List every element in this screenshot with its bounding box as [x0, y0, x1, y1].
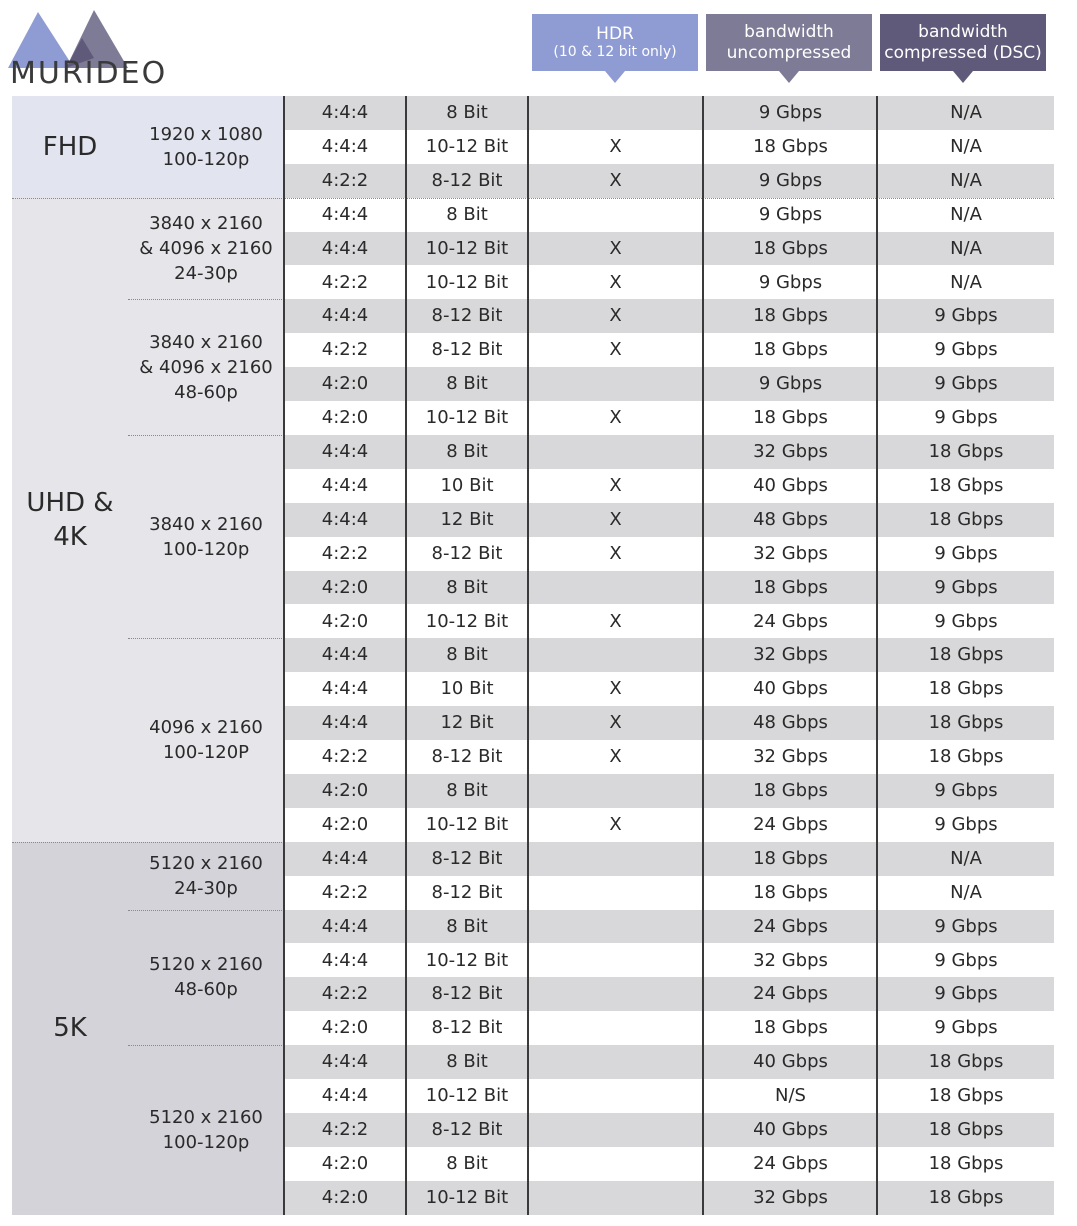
bit-depth-cell: 8 Bit: [446, 203, 488, 225]
hdr-cell: X: [609, 135, 622, 157]
chroma-cell: 4:4:4: [321, 237, 369, 259]
table-row: [284, 130, 1054, 164]
hdr-cell: [528, 435, 703, 469]
bandwidth-uncompressed-cell: 18 Gbps: [753, 237, 828, 259]
table-row: [284, 1045, 1054, 1079]
bandwidth-compressed-cell: 18 Gbps: [928, 678, 1004, 700]
chroma-cell: 4:2:2: [321, 881, 369, 903]
hdr-cell: [528, 96, 703, 130]
table-row: [284, 401, 1054, 435]
table-row: [284, 333, 1054, 367]
resolution-line: 48-60p: [174, 979, 238, 1001]
table-row: [284, 435, 1054, 469]
table-row: [284, 842, 1054, 876]
bit-depth-cell: 12 Bit: [440, 712, 494, 734]
bandwidth-uncompressed-cell: 18 Gbps: [753, 1017, 828, 1039]
resolution-line: 48-60p: [174, 381, 238, 403]
resolution-line: & 4096 x 2160: [139, 356, 273, 378]
chroma-cell: 4:4:4: [321, 1051, 369, 1073]
bandwidth-compressed-cell: 9 Gbps: [934, 576, 998, 598]
chroma-cell: 4:2:0: [321, 610, 369, 632]
bit-depth-cell: 8 Bit: [446, 576, 488, 598]
bandwidth-uncompressed-cell: N/S: [775, 1085, 806, 1107]
column-divider: [283, 96, 285, 1215]
table-row: [284, 367, 1054, 401]
resolution-line: 1920 x 1080: [149, 123, 263, 145]
hdr-cell: [528, 1011, 703, 1045]
bandwidth-uncompressed-cell: 24 Gbps: [753, 813, 828, 835]
header-unc-line2: uncompressed: [726, 43, 852, 63]
resolution-label: [128, 952, 284, 1002]
header-hdr-subtitle: (10 & 12 bit only): [553, 44, 677, 60]
bit-depth-cell: 8-12 Bit: [431, 746, 503, 768]
bit-depth-cell: 8-12 Bit: [431, 881, 503, 903]
chroma-cell: 4:4:4: [321, 678, 369, 700]
bandwidth-uncompressed-cell: 24 Gbps: [753, 915, 828, 937]
table-row: [284, 808, 1054, 842]
bit-depth-cell: 8-12 Bit: [431, 339, 503, 361]
bit-depth-cell: 10-12 Bit: [425, 949, 509, 971]
bit-depth-cell: 12 Bit: [440, 508, 494, 530]
chroma-cell: 4:2:0: [321, 373, 369, 395]
chroma-cell: 4:2:0: [321, 780, 369, 801]
bit-depth-cell: 8 Bit: [446, 1152, 488, 1174]
table-row: [284, 198, 1054, 232]
chroma-cell: 4:4:4: [321, 644, 369, 666]
header-bandwidth-uncompressed: [706, 14, 872, 71]
bandwidth-compressed-cell: 18 Gbps: [928, 1051, 1004, 1073]
chroma-cell: 4:2:2: [321, 169, 369, 191]
bandwidth-compressed-cell: 9 Gbps: [934, 983, 998, 1005]
hdr-cell: [528, 1181, 703, 1215]
chroma-cell: 4:4:4: [321, 441, 369, 462]
header-dsc-line2: compressed (DSC): [884, 43, 1042, 63]
bit-depth-cell: 8-12 Bit: [431, 305, 503, 327]
bandwidth-compressed-cell: N/A: [950, 237, 982, 259]
resolution-line: 100-120p: [162, 148, 250, 170]
bit-depth-cell: 8 Bit: [446, 780, 488, 801]
resolution-line: & 4096 x 2160: [139, 238, 273, 260]
bandwidth-uncompressed-cell: 18 Gbps: [753, 305, 828, 327]
logo-text: MURIDEO: [10, 56, 168, 91]
resolution-label: [128, 211, 284, 286]
chroma-cell: 4:2:2: [321, 983, 369, 1005]
chroma-cell: 4:4:4: [321, 712, 369, 734]
chroma-cell: 4:2:0: [321, 1152, 369, 1174]
bandwidth-compressed-cell: 18 Gbps: [928, 441, 1004, 462]
category-label-line: 5K: [53, 1013, 87, 1044]
hdr-cell: [528, 774, 703, 808]
hdr-cell: [528, 1079, 703, 1113]
bandwidth-uncompressed-cell: 18 Gbps: [753, 407, 828, 429]
resolution-line: 24-30p: [174, 877, 238, 899]
chroma-cell: 4:4:4: [321, 102, 369, 123]
bandwidth-uncompressed-cell: 9 Gbps: [758, 102, 823, 123]
resolution-label: [128, 1105, 284, 1155]
bit-depth-cell: 10-12 Bit: [425, 1186, 509, 1208]
table-row: [284, 232, 1054, 266]
resolution-line: 100-120P: [162, 742, 250, 764]
bit-depth-cell: 8 Bit: [446, 441, 488, 462]
chroma-cell: 4:4:4: [321, 847, 369, 869]
bandwidth-compressed-cell: 18 Gbps: [928, 712, 1004, 734]
hdr-cell: [528, 842, 703, 876]
bandwidth-uncompressed-cell: 18 Gbps: [753, 847, 828, 869]
bandwidth-compressed-cell: 9 Gbps: [934, 305, 998, 327]
bandwidth-uncompressed-cell: 24 Gbps: [753, 610, 828, 632]
bit-depth-cell: 10 Bit: [440, 474, 494, 496]
resolution-line: 100-120p: [162, 538, 250, 560]
bit-depth-cell: 10-12 Bit: [425, 1085, 509, 1107]
bit-depth-cell: 8 Bit: [446, 1051, 488, 1073]
bandwidth-uncompressed-cell: 18 Gbps: [753, 881, 828, 903]
hdr-cell: X: [609, 813, 622, 835]
table-row: [284, 706, 1054, 740]
category-label-line: 4K: [53, 521, 87, 552]
bandwidth-compressed-cell: 18 Gbps: [928, 1119, 1004, 1140]
resolution-line: 5120 x 2160: [149, 1106, 263, 1128]
bandwidth-uncompressed-cell: 9 Gbps: [758, 169, 823, 191]
bandwidth-compressed-cell: 18 Gbps: [928, 1085, 1004, 1107]
chroma-cell: 4:4:4: [321, 203, 369, 225]
table-row: [284, 1113, 1054, 1147]
hdr-cell: X: [609, 508, 622, 530]
chroma-cell: 4:2:2: [321, 339, 369, 361]
resolution-line: 3840 x 2160: [149, 513, 263, 535]
chroma-cell: 4:4:4: [321, 1085, 369, 1107]
resolution-line: 3840 x 2160: [149, 213, 263, 235]
chroma-cell: 4:2:0: [321, 407, 369, 429]
resolution-label: [128, 851, 284, 901]
bandwidth-compressed-cell: 9 Gbps: [934, 339, 998, 361]
bandwidth-compressed-cell: 9 Gbps: [934, 610, 998, 632]
bandwidth-uncompressed-cell: 40 Gbps: [753, 474, 828, 496]
bandwidth-compressed-cell: 18 Gbps: [928, 508, 1004, 530]
bandwidth-table: [12, 96, 1054, 1215]
hdr-cell: [528, 977, 703, 1011]
bit-depth-cell: 10-12 Bit: [425, 813, 509, 835]
bandwidth-compressed-cell: 9 Gbps: [934, 915, 998, 937]
chroma-cell: 4:4:4: [321, 305, 369, 327]
bandwidth-compressed-cell: 9 Gbps: [934, 542, 998, 564]
resolution-line: 100-120p: [162, 1131, 250, 1153]
hdr-cell: X: [609, 271, 622, 293]
bandwidth-compressed-cell: 18 Gbps: [928, 1152, 1004, 1174]
hdr-cell: X: [609, 678, 622, 700]
hdr-cell: [528, 910, 703, 944]
column-divider: [702, 96, 704, 1215]
table-row: [284, 1147, 1054, 1181]
bit-depth-cell: 8-12 Bit: [431, 1119, 503, 1140]
bandwidth-compressed-cell: 9 Gbps: [934, 780, 998, 801]
bandwidth-compressed-cell: 9 Gbps: [934, 949, 998, 971]
hdr-cell: X: [609, 305, 622, 327]
chroma-cell: 4:2:2: [321, 746, 369, 768]
chroma-cell: 4:4:4: [321, 135, 369, 157]
bandwidth-uncompressed-cell: 24 Gbps: [753, 1152, 828, 1174]
table-row: [284, 537, 1054, 571]
bandwidth-uncompressed-cell: 32 Gbps: [753, 949, 828, 971]
header-bandwidth-compressed: [880, 14, 1046, 71]
bandwidth-uncompressed-cell: 32 Gbps: [753, 542, 828, 564]
bandwidth-uncompressed-cell: 9 Gbps: [758, 373, 823, 395]
bandwidth-compressed-cell: N/A: [950, 271, 982, 293]
header-dsc-line1: bandwidth: [918, 22, 1008, 42]
bit-depth-cell: 8-12 Bit: [431, 1017, 503, 1039]
bit-depth-cell: 8-12 Bit: [431, 169, 503, 191]
resolution-line: 5120 x 2160: [149, 852, 263, 874]
column-divider: [405, 96, 407, 1215]
hdr-cell: X: [609, 169, 622, 191]
resolution-label: [128, 330, 284, 405]
hdr-cell: [528, 1113, 703, 1147]
bit-depth-cell: 8-12 Bit: [431, 542, 503, 564]
bandwidth-uncompressed-cell: 40 Gbps: [753, 1051, 828, 1073]
hdr-cell: [528, 1045, 703, 1079]
bit-depth-cell: 8 Bit: [446, 644, 488, 666]
table-row: [284, 469, 1054, 503]
bandwidth-compressed-cell: N/A: [950, 102, 982, 123]
bandwidth-compressed-cell: N/A: [950, 169, 982, 191]
resolution-label: [128, 715, 284, 765]
bandwidth-uncompressed-cell: 9 Gbps: [758, 271, 823, 293]
hdr-cell: X: [609, 237, 622, 259]
bit-depth-cell: 8-12 Bit: [431, 983, 503, 1005]
category-label-line: FHD: [42, 131, 98, 162]
table-row: [284, 910, 1054, 944]
table-row: [284, 571, 1054, 605]
hdr-cell: X: [609, 610, 622, 632]
bit-depth-cell: 8 Bit: [446, 373, 488, 395]
hdr-cell: [528, 367, 703, 401]
category-label: [12, 130, 128, 164]
header-hdr-title: HDR: [596, 24, 634, 44]
bandwidth-uncompressed-cell: 18 Gbps: [753, 135, 828, 157]
bandwidth-compressed-cell: 18 Gbps: [928, 746, 1004, 768]
header-unc-line1: bandwidth: [744, 22, 834, 42]
bandwidth-compressed-cell: 18 Gbps: [928, 474, 1004, 496]
bit-depth-cell: 10-12 Bit: [425, 610, 509, 632]
bandwidth-uncompressed-cell: 32 Gbps: [753, 644, 828, 666]
table-row: [284, 944, 1054, 978]
bandwidth-compressed-cell: N/A: [950, 881, 982, 903]
bandwidth-uncompressed-cell: 40 Gbps: [753, 1119, 828, 1140]
bandwidth-compressed-cell: 9 Gbps: [934, 1017, 998, 1039]
chroma-cell: 4:4:4: [321, 474, 369, 496]
bandwidth-uncompressed-cell: 48 Gbps: [753, 712, 828, 734]
table-row: [284, 672, 1054, 706]
bandwidth-compressed-cell: 9 Gbps: [934, 407, 998, 429]
column-divider: [527, 96, 529, 1215]
column-divider: [876, 96, 878, 1215]
bandwidth-compressed-cell: N/A: [950, 847, 982, 869]
category-label: [12, 486, 128, 554]
bandwidth-uncompressed-cell: 18 Gbps: [753, 339, 828, 361]
hdr-cell: X: [609, 542, 622, 564]
bandwidth-uncompressed-cell: 24 Gbps: [753, 983, 828, 1005]
table-row: [284, 1079, 1054, 1113]
chroma-cell: 4:2:2: [321, 1119, 369, 1140]
hdr-cell: [528, 944, 703, 978]
table-row: [284, 299, 1054, 333]
hdr-cell: [528, 1147, 703, 1181]
table-row: [284, 605, 1054, 639]
logo: [8, 8, 168, 90]
table-row: [284, 503, 1054, 537]
bit-depth-cell: 10-12 Bit: [425, 135, 509, 157]
chroma-cell: 4:2:0: [321, 1186, 369, 1208]
chroma-cell: 4:2:0: [321, 813, 369, 835]
category-label-line: UHD &: [26, 487, 114, 518]
bit-depth-cell: 10 Bit: [440, 678, 494, 700]
table-row: [284, 1181, 1054, 1215]
hdr-cell: X: [609, 474, 622, 496]
bandwidth-uncompressed-cell: 18 Gbps: [753, 780, 828, 801]
bandwidth-uncompressed-cell: 9 Gbps: [758, 203, 823, 225]
table-row: [284, 740, 1054, 774]
bandwidth-compressed-cell: N/A: [950, 203, 982, 225]
resolution-label: [128, 512, 284, 562]
hdr-cell: X: [609, 712, 622, 734]
bandwidth-compressed-cell: 9 Gbps: [934, 373, 998, 395]
chroma-cell: 4:2:2: [321, 542, 369, 564]
hdr-cell: [528, 571, 703, 605]
table-row: [284, 774, 1054, 808]
bandwidth-uncompressed-cell: 40 Gbps: [753, 678, 828, 700]
chroma-cell: 4:2:0: [321, 1017, 369, 1039]
bandwidth-compressed-cell: 18 Gbps: [928, 1186, 1004, 1208]
table-row: [284, 1011, 1054, 1045]
table-row: [284, 876, 1054, 910]
table-row: [284, 266, 1054, 300]
category-label: [12, 1011, 128, 1045]
bit-depth-cell: 8 Bit: [446, 915, 488, 937]
hdr-cell: [528, 198, 703, 232]
table-row: [284, 977, 1054, 1011]
bandwidth-uncompressed-cell: 32 Gbps: [753, 441, 828, 462]
hdr-cell: X: [609, 746, 622, 768]
bit-depth-cell: 8 Bit: [446, 102, 488, 123]
table-row: [284, 164, 1054, 198]
bandwidth-uncompressed-cell: 32 Gbps: [753, 1186, 828, 1208]
bit-depth-cell: 10-12 Bit: [425, 237, 509, 259]
hdr-cell: X: [609, 407, 622, 429]
bandwidth-uncompressed-cell: 48 Gbps: [753, 508, 828, 530]
resolution-line: 4096 x 2160: [149, 717, 263, 739]
header-hdr: [532, 14, 698, 71]
resolution-line: 24-30p: [174, 263, 238, 285]
bandwidth-compressed-cell: 18 Gbps: [928, 644, 1004, 666]
chroma-cell: 4:4:4: [321, 508, 369, 530]
bit-depth-cell: 10-12 Bit: [425, 271, 509, 293]
table-row: [284, 96, 1054, 130]
resolution-line: 5120 x 2160: [149, 954, 263, 976]
bandwidth-uncompressed-cell: 32 Gbps: [753, 746, 828, 768]
bit-depth-cell: 10-12 Bit: [425, 407, 509, 429]
bandwidth-uncompressed-cell: 18 Gbps: [753, 576, 828, 598]
hdr-cell: [528, 638, 703, 672]
bandwidth-compressed-cell: 9 Gbps: [934, 813, 998, 835]
hdr-cell: [528, 876, 703, 910]
bandwidth-compressed-cell: N/A: [950, 135, 982, 157]
hdr-cell: X: [609, 339, 622, 361]
table-row: [284, 638, 1054, 672]
chroma-cell: 4:4:4: [321, 915, 369, 937]
chroma-cell: 4:4:4: [321, 949, 369, 971]
chroma-cell: 4:2:2: [321, 271, 369, 293]
bit-depth-cell: 8-12 Bit: [431, 847, 503, 869]
chroma-cell: 4:2:0: [321, 576, 369, 598]
resolution-label: [128, 122, 284, 172]
resolution-line: 3840 x 2160: [149, 331, 263, 353]
